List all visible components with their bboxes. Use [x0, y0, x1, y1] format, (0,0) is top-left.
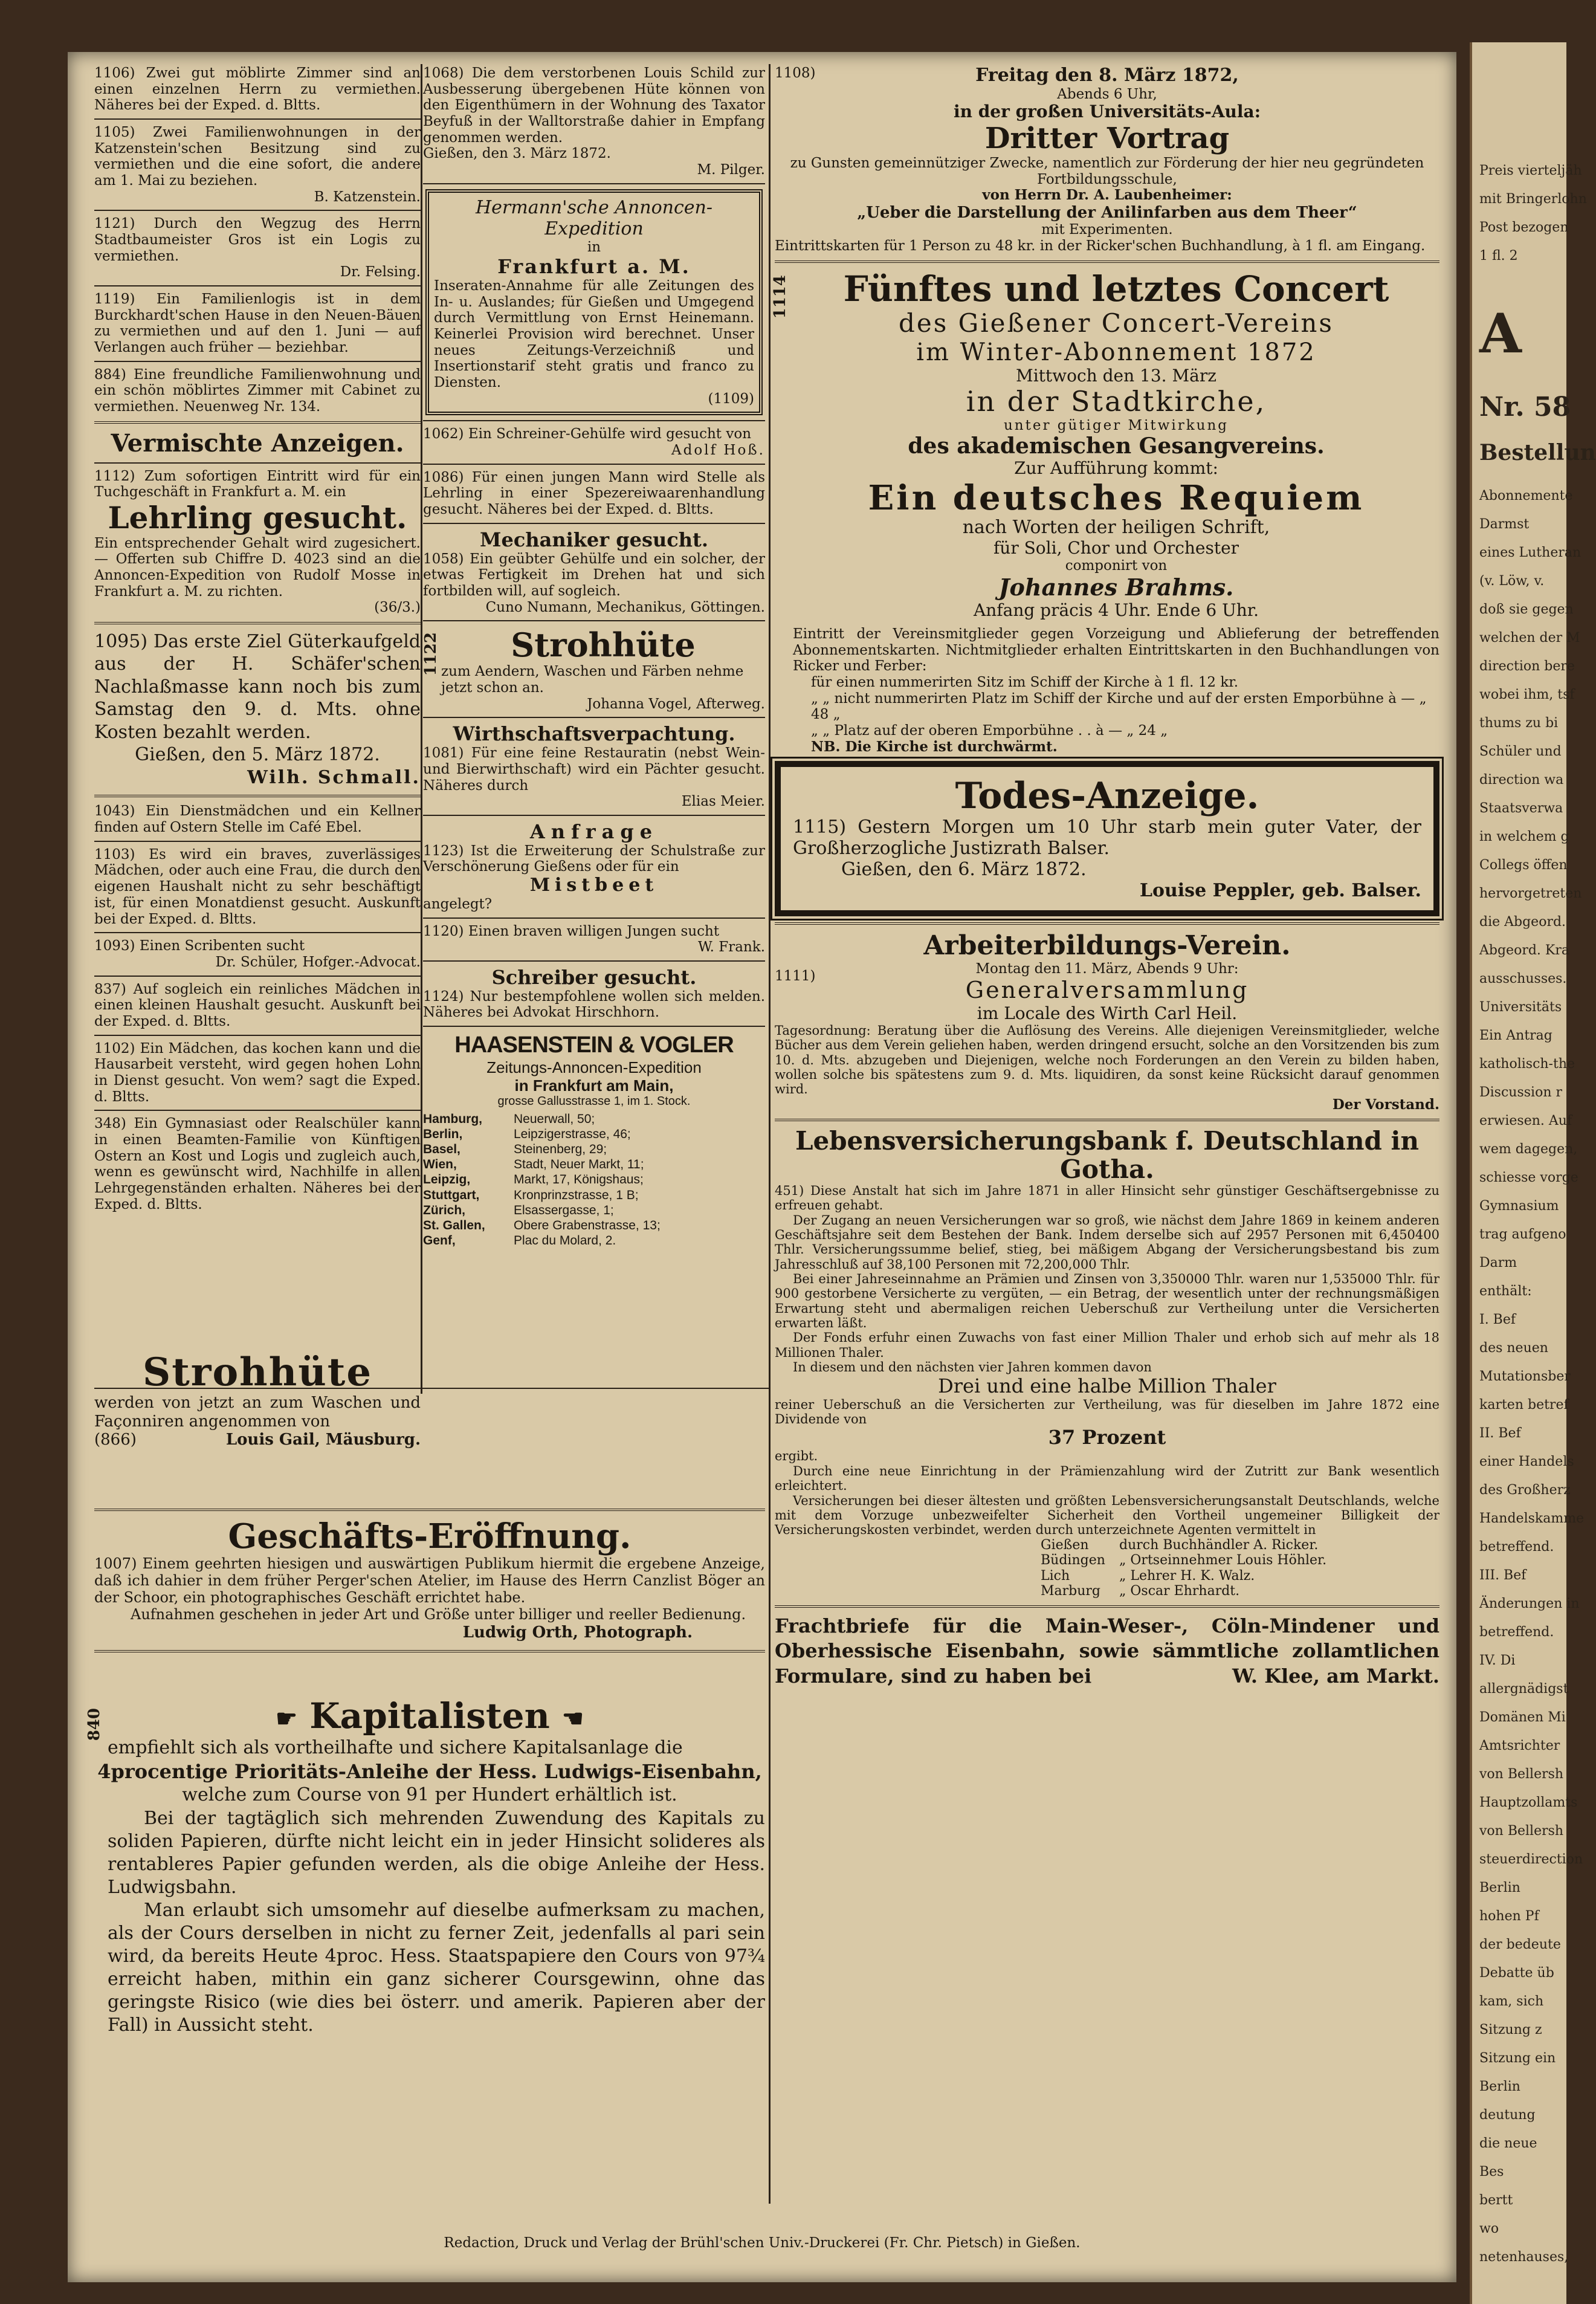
fracht-signature: W. Klee, am Markt. [1232, 1664, 1439, 1688]
todes-signature: Louise Peppler, geb. Balser. [1139, 879, 1421, 901]
ad-884: 884) Eine freundliche Familienwohnung und ein schön möblirtes Zimmer mit Cabinet zu vermiethen. Neuenweg Nr. 134. [94, 366, 421, 415]
adjacent-page-line: Gymnasium [1479, 1199, 1559, 1214]
adjacent-page-line: Schüler und [1479, 744, 1562, 759]
adjacent-page-line: eines Lutheran [1479, 545, 1581, 560]
ad-1121-text: 1121) Durch den Wegzug des Herrn Stadtbaumeister Gros ist ein Logis zu vermiethen. [94, 216, 421, 264]
concert-date: Mittwoch den 13. März [1016, 365, 1216, 386]
adjacent-page-line: I. Bef [1479, 1312, 1516, 1327]
lv-paragraph-1: 451) Diese Anstalt hat sich im Jahre 1871 in aller Hinsicht sehr günstiger Geschäftsergebnisse zu erfreuen gehabt. [775, 1183, 1439, 1213]
adjacent-page-line: Staatsverwa [1479, 801, 1563, 816]
adjacent-page-line: Amtsrichter [1479, 1738, 1560, 1753]
hv-branch-address: Kronprinzstrasse, 1 B; [514, 1188, 639, 1202]
vortrag-place: in der großen Universitäts-Aula: [953, 102, 1261, 122]
adjacent-page-line: direction wa [1479, 772, 1564, 788]
concert-eintritt: Eintritt der Vereinsmitglieder gegen Vorzeigung und Ablieferung der betreffenden Abonnementskarten. Nichtmitglieder erhalten Eintrittskarten in den Buchhandlungen von Ricker und Ferber: [793, 626, 1439, 675]
adjacent-page-line: in welchem g [1479, 829, 1569, 844]
ad-1105-text: 1105) Zwei Familienwohnungen in der Katzenstein'schen Besitzung sind zu vermiethen und die eine sofort, die andere am 1. Mai zu beziehen. [94, 125, 421, 189]
hermann-title: Hermann'sche Annoncen-Expedition [476, 196, 712, 239]
adjacent-page-line: enthält: [1479, 1284, 1532, 1299]
arbeiter-date: Montag den 11. März, Abends 9 Uhr: [975, 961, 1239, 977]
arbeiter-signature: Der Vorstand. [1332, 1096, 1439, 1113]
ad-1095 [94, 630, 421, 789]
concert-price-3: „ „ Platz auf der oberen Emporbühne . . à — „ 24 „ [811, 723, 1168, 739]
concert-note: NB. Die Kirche ist durchwärmt. [811, 738, 1058, 755]
ad-1123-end: angelegt? [423, 896, 493, 912]
hv-branch-row [423, 1172, 765, 1187]
ad-1111-arbeiterbildung [775, 931, 1439, 1113]
adjacent-page-line: Berlin [1479, 2079, 1520, 2094]
adjacent-page-line: steuerdirection [1479, 1852, 1583, 1867]
vortrag-time: Abends 6 Uhr, [1057, 86, 1157, 102]
eroeffnung-title: Geschäfts-Eröffnung. [228, 1516, 632, 1556]
column-rule-1 [421, 64, 422, 1394]
concert-title: Fünftes und letztes Concert [843, 268, 1389, 309]
lv-agent-name: „ Ortseinnehmer Louis Höhler. [1119, 1553, 1327, 1568]
hv-subtitle: Zeitungs-Annoncen-Expedition [486, 1058, 702, 1077]
lv-paragraph-3: Bei einer Jahreseinnahme an Prämien und Zinsen von 3,350000 Thlr. waren nur 1,535000 Thlr. für 900 gestorbene Versicherte zu vergüten, — ein Betrag, der wesentlich unter der rechnungsmäßigen Erwartung steht und abermaligen reichen Ueberschuß zur Vertheilung unter die Versicherten erwarten läßt. [775, 1271, 1439, 1331]
ad-1120-text: 1120) Einen braven willigen Jungen sucht [423, 923, 720, 939]
hv-branch-address: Neuerwall, 50; [514, 1112, 595, 1126]
ad-451-lebensversicherung [775, 1127, 1439, 1599]
concert-verein: des akademischen Gesangvereins. [908, 433, 1325, 459]
fracht-text: Frachtbriefe für die Main-Weser-, Cöln-Mindener und Oberhessische Eisenbahn, sowie sämmtliche zollamtlichen Formulare, sind zu haben bei [775, 1614, 1439, 1688]
adjacent-page-line: doß sie gegen [1479, 602, 1574, 617]
strohhuete-wide [94, 1351, 421, 1449]
hermann-body: Inseraten-Annahme für alle Zeitungen des In- u. Auslandes; für Gießen und Umgegend durch Vermittlung von Ernst Heinemann. Keinerlei Provision wird berechnet. Unser neues Zeitungs-Verzeichniß und Insertionstarif steht gratis und franco zu Diensten. [434, 278, 754, 391]
hv-city: in Frankfurt am Main, [514, 1076, 674, 1095]
todes-title: Todes-Anzeige. [955, 775, 1259, 818]
adjacent-page-line: Universitäts [1479, 1000, 1562, 1015]
kapital-title-row [94, 1696, 765, 1736]
adjacent-page-line: Sitzung z [1479, 2022, 1542, 2037]
strohhuete-body: zum Aendern, Waschen und Färben nehme jetzt schon an. [441, 664, 744, 696]
vortrag-date: Freitag den 8. März 1872, [975, 65, 1239, 86]
concert-subtitle: des Gießener Concert-Vereins [899, 308, 1334, 338]
hv-branch-address: Elsassergasse, 1; [514, 1203, 614, 1217]
hv-branch-row [423, 1203, 765, 1218]
adjacent-page-line: (v. Löw, v. [1479, 574, 1545, 589]
ad-1068-signature: M. Pilger. [697, 162, 765, 178]
adjacent-page-line: mit Bringerlohn [1479, 192, 1587, 207]
adjacent-page-line: des neuen [1479, 1341, 1548, 1356]
requiem-line-1: nach Worten der heiligen Schrift, [962, 516, 1270, 538]
column-2 [423, 65, 765, 1248]
schreiber-title: Schreiber gesucht. [491, 965, 697, 989]
ad-1093-signature: Dr. Schüler, Hofger.-Advocat. [215, 954, 421, 970]
adjacent-page-line: Domänen Mi [1479, 1710, 1566, 1725]
todes-date: Gießen, den 6. März 1872. [841, 858, 1087, 880]
ad-1058 [423, 551, 765, 616]
hv-branch-row [423, 1188, 765, 1203]
ad-1081-signature: Elias Meier. [681, 794, 765, 810]
hv-branch-list [423, 1112, 765, 1249]
pointing-hand-icon-left: ☚ [561, 1704, 584, 1733]
hv-title: HAASENSTEIN & VOGLER [454, 1032, 734, 1058]
geschaefts-eroeffnung [94, 1503, 765, 1658]
ad-1123 [423, 843, 765, 913]
vortrag-title: Dritter Vortrag [984, 121, 1230, 155]
hv-branch-city: Stuttgart, [423, 1188, 480, 1202]
lv-paragraph-2: Der Zugang an neuen Versicherungen war so groß, wie nächst dem Jahre 1869 in keinem anderen Geschäftsjahre seit dem Bestehen der Bank. Indem derselbe sich auf 2957 Personen mit 6,450400 Thlr. Versicherungssumme belief, stieg, bei mäßigem Abgang der Versicherungsbestand bis zum Jahresschluß auf 38,100 Personen mit 72,200,000 Thlr. [775, 1212, 1439, 1272]
ad-1112-intro: 1112) Zum sofortigen Eintritt wird für ein Tuchgeschäft in Frankfurt a. M. ein [94, 468, 421, 500]
ad-1105-signature: B. Katzenstein. [314, 189, 421, 205]
concert-auffuehrung: Zur Aufführung kommt: [1014, 458, 1218, 479]
hv-branch-row [423, 1112, 765, 1127]
adjacent-page-line: der bedeute [1479, 1937, 1561, 1952]
ad-837: 837) Auf sogleich ein reinliches Mädchen in einen kleinen Haushalt gesucht. Auskunft bei der Exped. d. Bltts. [94, 981, 421, 1029]
adjacent-page-line: betreffend. [1479, 1539, 1554, 1555]
adjacent-page-line: karten betref [1479, 1397, 1569, 1412]
vortrag-tickets: Eintrittskarten für 1 Person zu 48 kr. in der Ricker'schen Buchhandlung, à 1 fl. am Eingang. [775, 238, 1426, 254]
lv-big-amount: Drei und eine halbe Million Thaler [938, 1374, 1276, 1397]
vortrag-speaker: von Herrn Dr. A. Laubenheimer: [982, 187, 1232, 204]
ad-1062-signature: Adolf Hoß. [671, 442, 765, 459]
concert-times: Anfang präcis 4 Uhr. Ende 6 Uhr. [974, 600, 1259, 620]
ad-1122-side-number: 1122 [422, 632, 440, 676]
kapital-paragraph-2: Man erlaubt sich umsomehr auf dieselbe aufmerksam zu machen, als der Cours derselben in nicht zu ferner Zeit, jedenfalls al pari sein wird, da bereits Heute 4proc. Hess. Staatspapiere den Cours von 97¾ erreicht haben, mithin ein ganz sicherer Coursgewinn, ohne das geringste Risico (wie dies bei österr. und amerik. Papieren aber der Fall) in Aussicht steht. [108, 1899, 765, 2036]
ad-1106: 1106) Zwei gut möblirte Zimmer sind an einen einzelnen Herrn zu vermiethen. Näheres bei der Exped. d. Bltts. [94, 65, 421, 114]
ad-1123-text: 1123) Ist die Erweiterung der Schulstraße zur Verschönerung Gießens oder für ein [423, 843, 765, 875]
lv-agent-row [1041, 1553, 1439, 1568]
ad-1122 [423, 626, 765, 712]
hv-branch-address: Plac du Molard, 2. [514, 1234, 616, 1248]
vortrag-experiments: mit Experimenten. [1041, 222, 1173, 238]
concert-price-1: für einen nummerirten Sitz im Schiff der Kirche à 1 fl. 12 kr. [811, 675, 1239, 691]
requiem-line-3: componirt von [1065, 558, 1168, 574]
composer-brahms: Johannes Brahms. [998, 573, 1234, 601]
adjacent-page-line: II. Bef [1479, 1426, 1521, 1441]
adjacent-page-line: thums zu bi [1479, 716, 1559, 731]
eroeffnung-body-2: Aufnahmen geschehen in jeder Art und Größe unter billiger und reeller Bedienung. [131, 1605, 746, 1623]
kapital-side-number: 840 [85, 1708, 103, 1741]
adjacent-page-line: welchen der M [1479, 630, 1580, 646]
adjacent-page-line: katholisch-the [1479, 1057, 1575, 1072]
hv-address: grosse Gallusstrasse 1, im 1. Stock. [497, 1095, 691, 1108]
ad-1105 [94, 125, 421, 205]
hv-branch-city: Wien, [423, 1157, 457, 1172]
arbeiter-generalversammlung: Generalversammlung [965, 976, 1249, 1003]
adjacent-page-line: die Abgeord. [1479, 914, 1566, 930]
ad-1081-text: 1081) Für eine feine Restauratin (nebst Wein- und Bierwirthschaft) wird ein Pächter gesucht. Näheres durch [423, 745, 765, 794]
adjacent-page-line: Sitzung ein [1479, 2051, 1556, 2066]
ad-1124: 1124) Nur bestempfohlene wollen sich melden. Näheres bei Advokat Hirschhorn. [423, 988, 765, 1021]
adjacent-page-line: trag aufgeno [1479, 1227, 1566, 1242]
lv-paragraph-8: Durch eine neue Einrichtung in der Prämienzahlung wird der Zutritt zur Bank wesentlich erleichtert. [775, 1463, 1439, 1493]
adjacent-page-line: von Bellersh [1479, 1767, 1564, 1782]
lv-paragraph-7: ergibt. [775, 1449, 818, 1464]
lv-agent-row [1041, 1538, 1439, 1553]
adjacent-page-line: erwiesen. Auf [1479, 1113, 1572, 1128]
adjacent-page-line: Darmst [1479, 517, 1530, 532]
strohhuete-wide-body: werden von jetzt an zum Waschen und Façonniren angenommen von [94, 1394, 421, 1431]
ad-1086: 1086) Für einen jungen Mann wird Stelle als Lehrling in einer Spezereiwaarenhandlung gesucht. Näheres bei der Exped. d. Bltts. [423, 469, 765, 518]
ad-1093 [94, 938, 421, 970]
hv-branch-row [423, 1233, 765, 1248]
section-heading-vermischte: Vermischte Anzeigen. [111, 429, 404, 458]
ad-1120-signature: W. Frank. [698, 939, 765, 956]
ad-1062 [423, 426, 765, 458]
lv-agent-name: durch Buchhändler A. Ricker. [1119, 1537, 1319, 1553]
lv-percent: 37 Prozent [1048, 1426, 1166, 1449]
ad-1108 [775, 65, 1439, 254]
ad-1095-signature: Wilh. Schmall. [247, 766, 421, 788]
hv-branch-address: Markt, 17, Königshaus; [514, 1173, 644, 1187]
lv-paragraph-6: reiner Ueberschuß an die Versicherten zur Vertheilung, was für dieselben im Jahre 1872 eine Dividende von [775, 1397, 1439, 1426]
arbeiter-location: im Locale des Wirth Carl Heil. [977, 1003, 1238, 1023]
adjacent-page-line: deutung [1479, 2108, 1536, 2123]
hv-branch-row [423, 1127, 765, 1142]
eroeffnung-signature: Ludwig Orth, Photograph. [462, 1623, 693, 1642]
adjacent-page-line: hervorgetreten [1479, 886, 1582, 901]
hv-branch-city: Hamburg, [423, 1112, 483, 1126]
hermann-in: in [587, 239, 601, 256]
ad-1121 [94, 216, 421, 280]
arbeiter-number: 1111) [775, 968, 816, 984]
adjacent-page-line: des Großherz [1479, 1483, 1571, 1498]
ad-1058-signature: Cuno Numann, Mechanikus, Göttingen. [485, 599, 765, 615]
ad-1112 [94, 468, 421, 616]
mechaniker-title: Mechaniker gesucht. [480, 528, 708, 551]
ad-1121-signature: Dr. Felsing. [340, 264, 421, 280]
requiem-title: Ein deutsches Requiem [868, 477, 1365, 518]
adjacent-page-line: Abgeord. Kra [1479, 943, 1569, 958]
lv-agent-city: Büdingen [1041, 1553, 1105, 1568]
lv-paragraph-4: Der Fonds erfuhr einen Zuwachs von fast einer Million Thaler und erhob sich auf mehr als 18 Millionen Thaler. [775, 1330, 1439, 1360]
ad-1112-title: Lehrling gesucht. [108, 500, 407, 536]
adjacent-page-line: 1 fl. 2 [1479, 248, 1518, 264]
page-footer: Redaction, Druck und Verlag der Brühl'schen Univ.-Druckerei (Fr. Chr. Pietsch) in Gießen. [444, 2235, 1081, 2251]
ad-1112-ref: (36/3.) [374, 600, 421, 616]
ad-1102: 1102) Ein Mädchen, das kochen kann und die Hausarbeit versteht, wird gegen hohen Lohn in Dienst gesucht. Von wem? sagt die Exped. d. Bltts. [94, 1040, 421, 1105]
ad-1120 [423, 924, 765, 956]
strohhuete-title: Strohhüte [511, 626, 696, 665]
strohhuete-signature: Johanna Vogel, Afterweg. [587, 696, 765, 712]
adjacent-page-line: Collegs öffen [1479, 858, 1568, 873]
lv-agent-city: Marburg [1041, 1584, 1101, 1599]
hermann-city: Frankfurt a. M. [497, 254, 691, 278]
hv-branch-city: Berlin, [423, 1127, 463, 1141]
ad-1114-concert [771, 268, 1439, 756]
adjacent-page-line: IV. Di [1479, 1653, 1516, 1668]
adjacent-page-line: Post bezogen [1479, 220, 1569, 235]
concert-abo: im Winter-Abonnement 1872 [916, 338, 1316, 366]
todes-body: 1115) Gestern Morgen um 10 Uhr starb mein guter Vater, der Großherzogliche Justizrath Balser. [793, 817, 1421, 859]
ad-1068-text: 1068) Die dem verstorbenen Louis Schild zur Ausbesserung übergebenen Hüte können von den Eigenthümern in der Wohnung des Taxator Beyfuß in der Walltorstraße dahier in Empfang genommen werden. [423, 65, 765, 146]
hv-branch-address: Leipzigerstrasse, 46; [514, 1127, 631, 1141]
lv-agent-city: Lich [1041, 1568, 1070, 1584]
concert-mitwirkung: unter gütiger Mitwirkung [1003, 417, 1229, 433]
adjacent-page-line: Handelskamme [1479, 1511, 1585, 1526]
ad-1058-text: 1058) Ein geübter Gehülfe und ein solcher, der etwas Fertigkeit im Drehen hat und sich fortbilden will, auf sogleich. [423, 551, 765, 599]
adjacent-page-line: bertt [1479, 2193, 1513, 2208]
hv-branch-address: Steinenberg, 29; [514, 1142, 607, 1156]
lv-agent-list [775, 1538, 1439, 1599]
column-rule-2 [769, 64, 771, 2204]
kapital-line-1: empfiehlt sich als vortheilhafte und sichere Kapitalsanlage die [108, 1736, 683, 1758]
hv-branch-city: St. Gallen, [423, 1218, 485, 1232]
adjacent-page-line: Preis vierteljäh [1479, 163, 1582, 178]
adjacent-page-line: Ein Antrag [1479, 1028, 1552, 1043]
adjacent-page-line: wem dagegen, [1479, 1142, 1578, 1157]
hv-branch-row [423, 1157, 765, 1172]
ad-1119: 1119) Ein Familienlogis ist in dem Burckhardt'schen Hause in den Neuen-Bäuen zu vermiethen und auf den 1. Juni — auf Verlangen auch früher — beziehbar. [94, 291, 421, 356]
adjacent-page-line: Debatte üb [1479, 1966, 1554, 1981]
strohhuete-wide-signature: Louis Gail, Mäusburg. [225, 1430, 421, 1449]
adjacent-page-edge [1470, 42, 1596, 2304]
ad-hermann-annoncen [425, 189, 763, 416]
hv-branch-address: Stadt, Neuer Markt, 11; [514, 1157, 644, 1172]
adjacent-page-line: ausschusses. [1479, 971, 1567, 986]
lv-title: Lebensversicherungsbank f. Deutschland in Gotha. [795, 1126, 1420, 1184]
adjacent-page-line: kam, sich [1479, 1994, 1544, 2009]
ad-haasenstein-vogler [423, 1032, 765, 1248]
ad-1108-number: 1108) [775, 65, 816, 81]
eroeffnung-body: 1007) Einem geehrten hiesigen und auswärtigen Publikum hiermit die ergebene Anzeige, daß ich dahier in dem früher Perger'schen Atelier, im Hause des Herrn Canzlist Böger an der Schoor, ein photographisches Geschäft errichtet habe. [94, 1555, 765, 1607]
lv-agent-name: „ Oscar Ehrhardt. [1119, 1584, 1240, 1599]
ad-1068-date: Gießen, den 3. März 1872. [423, 146, 611, 162]
hv-branch-city: Leipzig, [423, 1173, 471, 1187]
hv-branch-city: Zürich, [423, 1203, 466, 1217]
ad-1081 [423, 745, 765, 810]
wirthschaft-title: Wirthschaftsverpachtung. [453, 722, 735, 746]
hv-branch-row [423, 1142, 765, 1157]
hermann-ref: (1109) [708, 390, 754, 407]
adjacent-page-line: direction bere [1479, 659, 1575, 674]
adjacent-page-line: betreffend. [1479, 1625, 1554, 1640]
adjacent-page-line: Darm [1479, 1255, 1517, 1270]
hv-branch-city: Basel, [423, 1142, 460, 1156]
anfrage-title: Anfrage [529, 820, 659, 843]
adjacent-page-line: die neue [1479, 2136, 1537, 2151]
strohhuete-wide-title: Strohhüte [142, 1350, 373, 1395]
ad-1062-text: 1062) Ein Schreiner-Gehülfe wird gesucht von [423, 426, 752, 442]
ad-1068 [423, 65, 765, 178]
strohhuete-wide-ref: (866) [94, 1430, 137, 1449]
kapital-line-3: welche zum Course von 91 per Hundert erhältlich ist. [182, 1784, 677, 1806]
adjacent-page-line: hohen Pf [1479, 1909, 1539, 1924]
ad-1115-todesanzeige [775, 761, 1439, 916]
arbeiter-title: Arbeiterbildungs-Verein. [923, 930, 1291, 961]
adjacent-page-line: allergnädigst [1479, 1681, 1569, 1697]
kapital-paragraph-1: Bei der tagtäglich sich mehrenden Zuwendung des Kapitals zu soliden Papieren, dürfte nicht leicht ein in jeder Hinsicht solideres als rentableres Papier gefunden werden, als die obige Anleihe der Hess. Ludwigsbahn. [108, 1807, 765, 1898]
ad-1043: 1043) Ein Dienstmädchen und ein Kellner finden auf Ostern Stelle im Café Ebel. [94, 803, 421, 836]
hv-branch-city: Genf, [423, 1234, 456, 1248]
adjacent-page-line: Abonnemente [1479, 488, 1573, 503]
adjacent-page-line: Änderungen in [1479, 1596, 1580, 1611]
lv-paragraph-5: In diesem und den nächsten vier Jahren kommen davon [793, 1360, 1152, 1375]
lv-agent-row [1041, 1568, 1439, 1584]
kapital-title: Kapitalisten [309, 1695, 550, 1736]
adjacent-page-line: III. Bef [1479, 1568, 1527, 1583]
lv-agent-row [1041, 1584, 1439, 1599]
ad-1103: 1103) Es wird ein braves, zuverlässiges Mädchen, oder auch eine Frau, die durch den eigenen Haushalt nicht zu sehr beschäftigt ist, für einen Monatdienst gesucht. Auskunft bei der Exped. d. Bltts. [94, 846, 421, 927]
ad-1093-text: 1093) Einen Scribenten sucht [94, 938, 305, 954]
lv-paragraph-9: Versicherungen bei dieser ältesten und größten Lebensversicherungsanstalt Deutschlands, welche mit dem Vorzuge unbezweifelter Sicherheit den Vortheil ungemeiner Billigkeit der Versicherungskosten verbindet, werden durch unterzeichnete Agenten vermittelt in [775, 1493, 1439, 1538]
adjacent-page-line: einer Handels [1479, 1454, 1574, 1469]
lv-agent-city: Gießen [1041, 1537, 1089, 1553]
adjacent-page-line: Hauptzollamts [1479, 1795, 1578, 1810]
concert-side-number: 1114 [771, 274, 789, 319]
adjacent-page-line: Berlin [1479, 1880, 1520, 1895]
kapital-line-2: 4procentige Prioritäts-Anleihe der Hess. Ludwigs-Eisenbahn, [97, 1759, 762, 1783]
concert-place: in der Stadtkirche, [966, 385, 1267, 418]
vortrag-topic: „Ueber die Darstellung der Anilinfarben aus dem Theer“ [857, 204, 1357, 222]
adjacent-page-line: Bes [1479, 2164, 1504, 2179]
adjacent-page-line: netenhauses, [1479, 2250, 1569, 2265]
lv-agent-name: „ Lehrer H. K. Walz. [1119, 1568, 1255, 1584]
column-3 [771, 65, 1439, 1692]
hv-branch-row [423, 1218, 765, 1233]
concert-price-2: „ „ nicht nummerirten Platz im Schiff der Kirche und auf der ersten Emporbühne à — „ 48 „ [811, 690, 1427, 723]
ad-kapitalisten [85, 1695, 765, 2037]
arbeiter-body: Tagesordnung: Beratung über die Auflösung des Vereins. Alle diejenigen Vereinsmitglieder, welche Bücher aus dem Verein geliehen haben, werden dringend ersucht, solche an den Vorsitzenden bis zum 10. d. Mts. abzugeben und Diejenigen, welche noch Forderungen an den Verein zu bilden haben, wollen solche bis spätestens zum 9. d. Mts. liquidiren, da sonst keine Rücksicht darauf genommen wird. [775, 1023, 1439, 1097]
ad-1123-mistbeet: Mistbeet [529, 875, 659, 896]
requiem-line-2: für Soli, Chor und Orchester [993, 537, 1239, 558]
adjacent-page-line: Bestellun [1479, 440, 1596, 465]
adjacent-page-line: von Bellersh [1479, 1823, 1564, 1839]
hv-branch-address: Obere Grabenstrasse, 13; [514, 1218, 661, 1232]
adjacent-page-line: wo [1479, 2221, 1499, 2236]
adjacent-page-line: Discussion r [1479, 1085, 1562, 1100]
ad-1095-date: Gießen, den 5. März 1872. [135, 744, 380, 766]
adjacent-page-line: Mutationsber [1479, 1369, 1571, 1384]
adjacent-page-line: A [1479, 302, 1522, 366]
ad-frachtbriefe [775, 1614, 1439, 1689]
pointing-hand-icon: ☛ [276, 1704, 298, 1733]
adjacent-page-line: wobei ihm, tsf [1479, 687, 1575, 702]
newspaper-page [68, 52, 1456, 2282]
adjacent-page-line: Nr. 58 [1479, 392, 1571, 422]
ad-1112-body: Ein entsprechender Gehalt wird zugesichert. — Offerten sub Chiffre D. 4023 sind an die Annoncen-Expedition von Rudolf Mosse in Frankfurt a. M. zu richten. [94, 535, 421, 600]
ad-1095-text: 1095) Das erste Ziel Güterkaufgeld aus der H. Schäfer'schen Nachlaßmasse kann noch bis zum Samstag den 9. d. Mts. ohne Kosten bezahlt werden. [94, 630, 421, 743]
adjacent-page-line: schiesse vorge [1479, 1170, 1578, 1185]
ad-348: 348) Ein Gymnasiast oder Realschüler kann in einen Beamten-Familie von Künftigen Ostern an Kost und Logis und zugleich auch, wenn es gewünscht wird, Nachhilfe in allen Lehrgegenständen erhalten. Näheres bei der Exped. d. Bltts. [94, 1116, 421, 1212]
column-1 [94, 65, 421, 1216]
vortrag-body: zu Gunsten gemeinnütziger Zwecke, namentlich zur Förderung der hier neu gegründeten Fortbildungsschule, [790, 155, 1424, 187]
